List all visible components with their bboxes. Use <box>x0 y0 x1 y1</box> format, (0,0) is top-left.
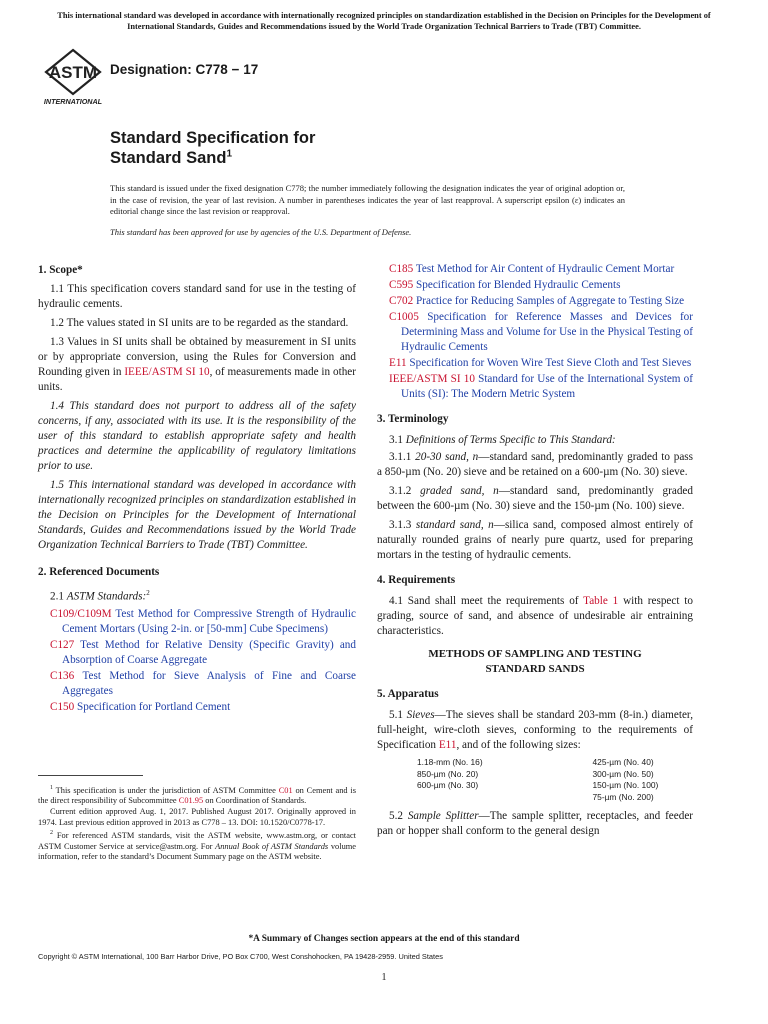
apparatus-5-2-num: 5.2 <box>389 810 408 822</box>
footnote-1 <box>38 783 356 807</box>
link-table-1[interactable]: Table 1 <box>583 595 619 607</box>
title-line2-wrap <box>110 148 315 168</box>
term-3-1-1-num: 3.1.1 <box>389 451 416 463</box>
ref-c150-title[interactable]: Specification for Portland Cement <box>74 700 231 713</box>
ref-c595-title[interactable]: Specification for Blended Hydraulic Cements <box>413 279 621 291</box>
designation-label: Designation: <box>110 62 192 77</box>
title-footnote-ref[interactable]: 1 <box>226 148 232 160</box>
term-3-1-1-def: —standard sand, predominantly graded to pass a 850-µm (No. 20) sieve and be retained on a 600-µm (No. 30) sieve. <box>377 451 694 478</box>
sieve-size: 850-µm (No. 20) <box>417 768 479 779</box>
ref-c127 <box>38 638 356 668</box>
scope-1-3-text: 1.3 Values in SI units shall be obtained by measurement in SI units or by appropriate conversion, using the Rules for Conversion and Rounding given in <box>38 336 356 378</box>
term-3-1-num: 3.1 <box>389 434 406 446</box>
footnote-2-text-a: For referenced ASTM standards, visit the ASTM website, www.astm.org, or contact ASTM Customer Service at service@astm.org. For <box>38 830 356 851</box>
apparatus-heading: 5. Apparatus <box>377 688 439 700</box>
ref-c109-code[interactable]: C109/C109M <box>50 607 112 620</box>
sieve-col-1 <box>417 757 545 803</box>
link-e11[interactable]: E11 <box>438 739 457 751</box>
copyright: Copyright © ASTM International, 100 Barr Harbor Drive, PO Box C700, West Conshohocken, PA 19428-2959. United States <box>38 952 443 961</box>
ref-c136-title[interactable]: Test Method for Sieve Analysis of Fine and Coarse Aggregates <box>62 669 356 697</box>
tbt-notice: This international standard was developed in accordance with internationally recognized principles on standardization established in the Decision on Principles for the Development of International Standards, Guides and Recommendations issued by the World Trade Organization Technical Barriers to Trade (TBT) Committee. <box>57 11 711 31</box>
methods-heading-line1: METHODS OF SAMPLING AND TESTING <box>428 648 642 660</box>
right-column <box>377 262 693 843</box>
term-3-1-3 <box>377 518 693 563</box>
link-c01-95[interactable]: C01.95 <box>178 796 204 806</box>
scope-1-3-text-end: , of measurements made in other units. <box>38 366 356 393</box>
ref-c127-title[interactable]: Test Method for Relative Density (Specific Gravity) and Absorption of Coarse Aggregate <box>62 638 356 666</box>
ref-si10-code[interactable]: IEEE/ASTM SI 10 <box>389 373 475 385</box>
footnote-2-text-b: volume information, refer to the standard’s Document Summary page on the ASTM website. <box>38 841 356 862</box>
apparatus-5-2-text: —The sample splitter, receptacles, and feeder pan or hopper shall conform to the general design <box>377 810 694 837</box>
term-3-1-2 <box>377 484 693 514</box>
scope-heading: 1. Scope* <box>38 264 83 276</box>
logo-text: ASTM <box>48 63 98 82</box>
term-3-1-2-num: 3.1.2 <box>389 485 421 497</box>
sieve-size: 150-µm (No. 100) <box>592 780 659 790</box>
astm-logo <box>40 46 106 108</box>
ref-c185-title[interactable]: Test Method for Air Content of Hydraulic Cement Mortar <box>413 263 675 275</box>
link-ieee-si10[interactable]: IEEE/ASTM SI 10 <box>124 366 210 378</box>
ref-c595-code[interactable]: C595 <box>389 279 414 291</box>
requirements-heading: 4. Requirements <box>377 574 456 586</box>
ref-c1005-title[interactable]: Specification for Reference Masses and Devices for Determining Mass and Volume for Use in the Physical Testing of Hydraulic Cements <box>401 311 693 353</box>
ref-c185 <box>377 262 693 277</box>
term-3-1-2-def: —standard sand, predominantly graded between the 600-µm (No. 30) sieve and the 150-µm (No. 100) sieve. <box>377 485 693 512</box>
ref-si10-title[interactable]: Standard for Use of the International System of Units (SI): The Modern Metric System <box>401 373 693 400</box>
title-line2: Standard Sand <box>110 149 227 167</box>
sieve-size: 300-µm (No. 50) <box>592 768 654 779</box>
footnote-edition: Current edition approved Aug. 1, 2017. Published August 2017. Originally approved in 1974. Last previous edition approved in 2013 as C778 – 13. DOI: 10.1520/C0778-17. <box>38 806 356 827</box>
astm-standards-num: 2.1 <box>50 590 67 603</box>
sieve-size: 75-µm (No. 200) <box>592 791 654 802</box>
methods-heading <box>377 647 693 677</box>
footnote-divider <box>38 775 143 776</box>
term-3-1-1 <box>377 450 693 480</box>
referenced-heading: 2. Referenced Documents <box>38 566 160 578</box>
scope-1-5: 1.5 This international standard was developed in accordance with internationally recognized principles on standardization established in the Decision on Principles for the Development of International Standards, Guides and Recommendations issued by the World Trade Organization Technical Barriers to Trade (TBT) Committee. <box>38 479 356 551</box>
term-3-1-text: Definitions of Terms Specific to This Standard: <box>405 434 616 446</box>
ref-c595 <box>377 278 693 293</box>
footnote-1-text-a: This specification is under the jurisdiction of ASTM Committee <box>53 785 279 795</box>
term-3-1-3-def: —silica sand, composed almost entirely of naturally rounded grains of nearly pure quartz, used for preparing mortars in the testing of hydraulic cements. <box>377 519 693 561</box>
footnote-1-text-b: on Cement and is the direct responsibility of Subcommittee <box>38 785 357 806</box>
astm-standards-fn-ref[interactable]: 2 <box>146 589 150 597</box>
ref-e11 <box>377 356 693 371</box>
apparatus-5-2 <box>377 809 693 839</box>
astm-standards-text: ASTM Standards: <box>66 590 147 603</box>
term-3-1-3-term: standard sand, n <box>415 519 494 531</box>
approved-text: This standard has been approved for use by agencies of the U.S. Department of Defense. <box>110 227 412 237</box>
astm-standards-label <box>38 586 356 605</box>
terminology-heading: 3. Terminology <box>377 413 449 425</box>
requirements-4-1-text-end: with respect to grading, source of sand, and absence of undesirable air entraining characteristics. <box>377 595 693 637</box>
sieve-sizes-list <box>417 757 672 803</box>
issued-text: This standard is issued under the fixed designation C778; the number immediately following the designation indicates the year of original adoption or, in the case of revision, the year of last revision. A number in parentheses indicates the year of last reapproval. A superscript epsilon (ε) indicates an editorial change since the last revision or reapproval. <box>110 183 625 216</box>
apparatus-5-1-title: Sieves <box>406 709 435 721</box>
term-3-1 <box>377 433 693 448</box>
methods-heading-line2: STANDARD SANDS <box>485 663 585 675</box>
ref-c702 <box>377 294 693 309</box>
ref-si10 <box>377 372 693 402</box>
sieve-col-2 <box>545 757 673 803</box>
apparatus-5-1-num: 5.1 <box>389 709 407 721</box>
footnote-2-marker: 2 <box>50 830 53 837</box>
ref-c136-code[interactable]: C136 <box>50 669 75 682</box>
footnote-1-text-c: on Coordination of Standards. <box>203 796 307 806</box>
footnote-1-marker: 1 <box>50 785 53 791</box>
scope-1-1: 1.1 This specification covers standard sand for use in the testing of hydraulic cements. <box>38 283 356 310</box>
left-column <box>38 263 356 716</box>
designation <box>110 62 258 77</box>
logo-subtext: INTERNATIONAL <box>43 97 103 106</box>
sieve-size: 1.18-mm (No. 16) <box>417 757 483 767</box>
scope-1-2: 1.2 The values stated in SI units are to be regarded as the standard. <box>50 317 349 329</box>
sieve-size: 600-µm (No. 30) <box>417 780 479 790</box>
footnote-2 <box>38 828 356 863</box>
term-3-1-3-num: 3.1.3 <box>389 519 416 531</box>
ref-c109-title[interactable]: Test Method for Compressive Strength of Hydraulic Cement Mortars (Using 2-in. or [50-mm] Cube Specimens) <box>62 607 356 635</box>
scope-1-3 <box>38 335 356 395</box>
ref-c136 <box>38 669 356 699</box>
link-c01[interactable]: C01 <box>278 785 293 795</box>
page-title <box>110 128 315 168</box>
ref-c185-code[interactable]: C185 <box>389 263 414 275</box>
requirements-4-1-text: 4.1 Sand shall meet the requirements of <box>389 595 584 607</box>
footnote-2-italic: Annual Book of ASTM Standards <box>215 841 329 851</box>
footnotes <box>38 783 356 863</box>
designation-number: C778 − 17 <box>195 62 259 77</box>
ref-e11-title[interactable]: Specification for Woven Wire Test Sieve Cloth and Test Sieves <box>406 357 692 369</box>
title-line1: Standard Specification for <box>110 129 316 147</box>
ref-c127-code[interactable]: C127 <box>50 638 75 651</box>
ref-e11-code[interactable]: E11 <box>389 357 407 369</box>
apparatus-5-1 <box>377 708 693 753</box>
ref-c1005 <box>377 310 693 355</box>
ref-c702-title[interactable]: Practice for Reducing Samples of Aggregate to Testing Size <box>413 295 685 307</box>
apparatus-5-1-text-end: , and of the following sizes: <box>456 739 581 751</box>
page-number: 1 <box>381 972 387 983</box>
ref-c1005-code[interactable]: C1005 <box>389 311 419 323</box>
term-3-1-2-term: graded sand, n <box>420 485 499 497</box>
ref-c150 <box>38 700 356 715</box>
apparatus-5-1-text: —The sieves shall be standard 203-mm (8-in.) diameter, full-height, wire-cloth sieves, conforming to the requirements of Specification <box>377 709 693 751</box>
sieve-size: 425-µm (No. 40) <box>592 757 654 767</box>
term-3-1-1-term: 20-30 sand, n <box>415 451 479 463</box>
summary-note: *A Summary of Changes section appears at the end of this standard <box>248 934 520 944</box>
requirements-4-1 <box>377 594 693 639</box>
ref-c702-code[interactable]: C702 <box>389 295 414 307</box>
ref-c109 <box>38 607 356 637</box>
scope-1-4: 1.4 This standard does not purport to address all of the safety concerns, if any, associated with its use. It is the responsibility of the user of this standard to establish appropriate safety and health practices and determine the applicability of regulatory limitations prior to use. <box>38 400 356 472</box>
ref-c150-code[interactable]: C150 <box>50 700 75 713</box>
apparatus-5-2-title: Sample Splitter <box>407 810 479 822</box>
